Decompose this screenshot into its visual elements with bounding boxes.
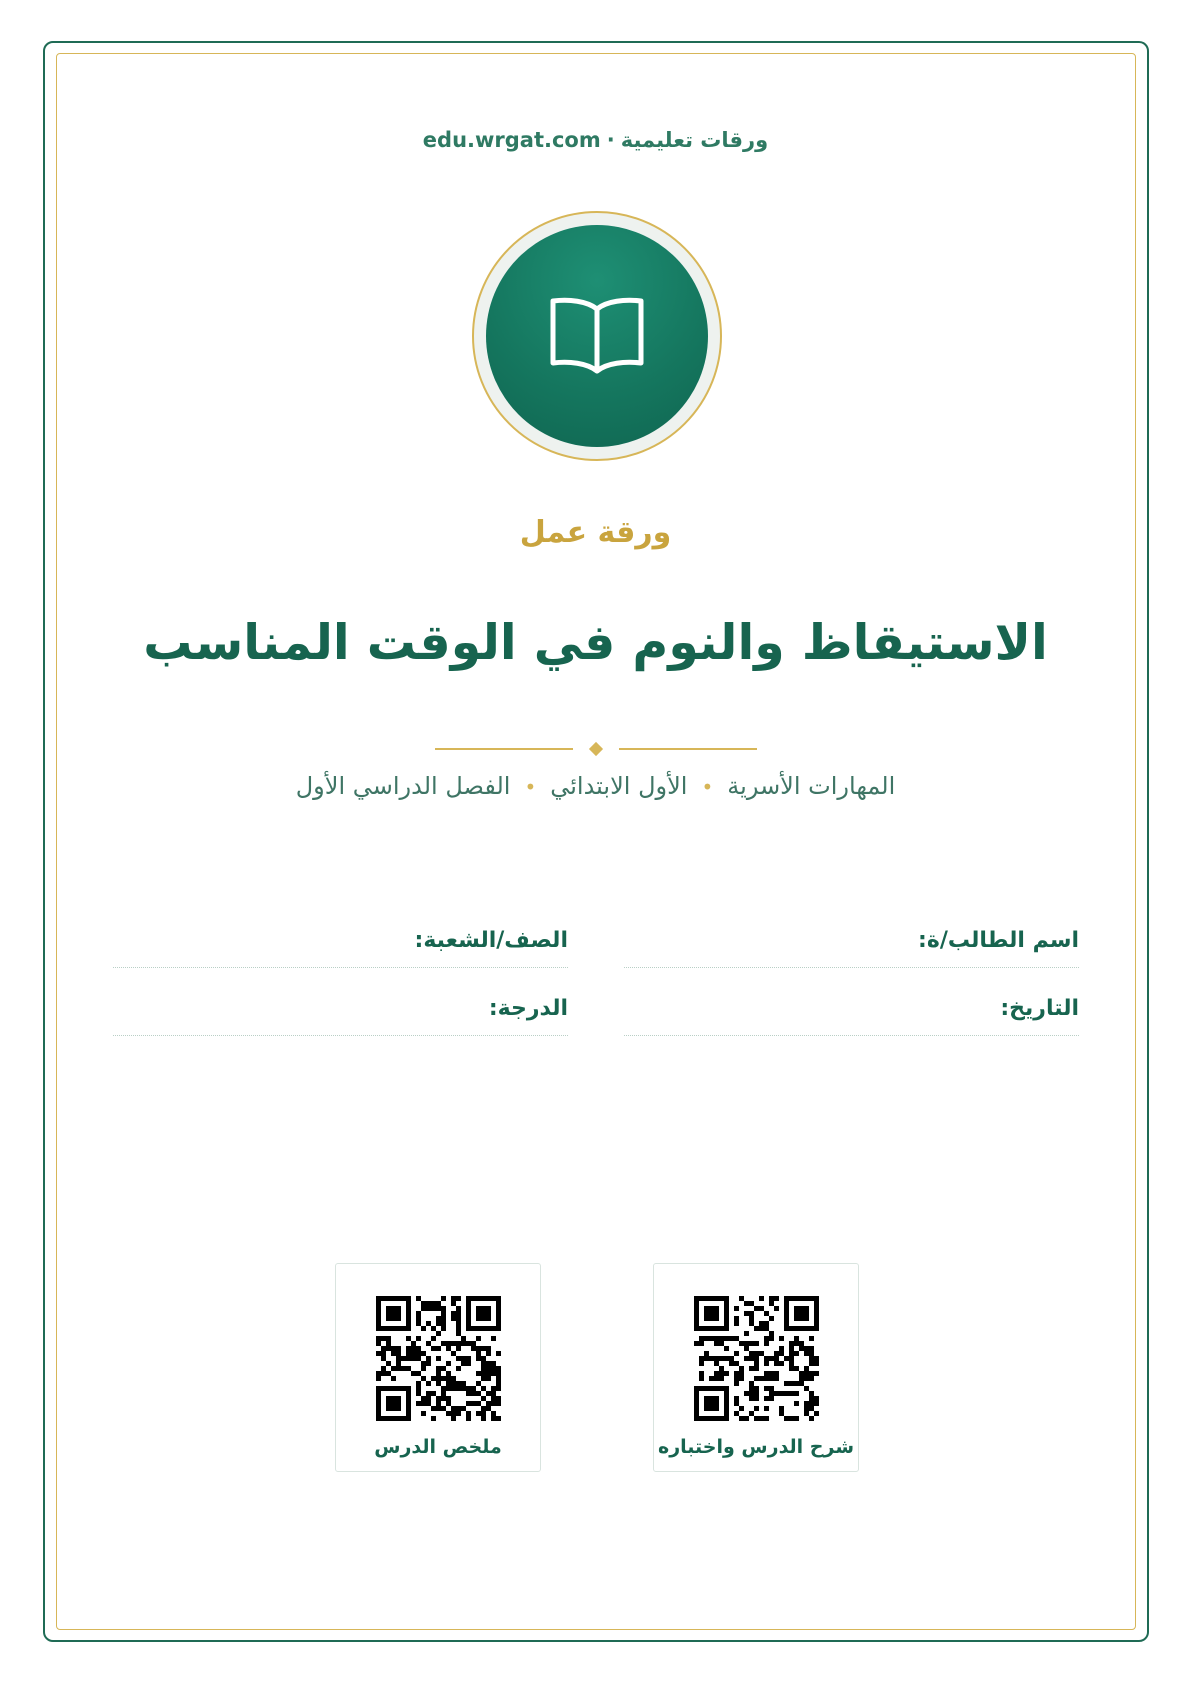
site-header bbox=[0, 128, 1191, 152]
qr-code-icon[interactable] bbox=[376, 1296, 501, 1421]
meta-separator: • bbox=[701, 775, 714, 799]
qr-label: شرح الدرس واختباره bbox=[657, 1436, 855, 1458]
qr-label: ملخص الدرس bbox=[374, 1436, 502, 1458]
date-label: التاريخ: bbox=[1000, 996, 1079, 1021]
class-section-label: الصف/الشعبة: bbox=[414, 928, 568, 953]
lesson-meta bbox=[0, 772, 1191, 800]
worksheet-label: ورقة عمل bbox=[519, 515, 672, 550]
title-divider bbox=[435, 742, 757, 756]
site-url[interactable]: edu.wrgat.com bbox=[422, 128, 601, 152]
student-name-field[interactable] bbox=[624, 928, 1079, 968]
date-field[interactable] bbox=[624, 996, 1079, 1036]
meta-grade: الأول الابتدائي bbox=[550, 772, 688, 800]
meta-subject: المهارات الأسرية bbox=[727, 772, 896, 800]
qr-card-lesson-explanation[interactable] bbox=[653, 1263, 859, 1472]
student-name-label: اسم الطالب/ة: bbox=[918, 928, 1079, 953]
open-book-icon bbox=[547, 291, 647, 381]
site-name: ورقات تعليمية bbox=[620, 128, 769, 152]
qr-code-icon[interactable] bbox=[694, 1296, 819, 1421]
lesson-title: الاستيقاظ والنوم في الوقت المناسب bbox=[143, 614, 1048, 671]
meta-separator: • bbox=[524, 775, 537, 799]
header-separator: · bbox=[606, 128, 615, 152]
emblem bbox=[486, 225, 708, 447]
diamond-ornament-icon bbox=[589, 742, 603, 756]
meta-term: الفصل الدراسي الأول bbox=[295, 772, 511, 800]
score-field[interactable] bbox=[113, 996, 568, 1036]
class-section-field[interactable] bbox=[113, 928, 568, 968]
score-label: الدرجة: bbox=[488, 996, 568, 1021]
qr-card-lesson-summary[interactable] bbox=[335, 1263, 541, 1472]
